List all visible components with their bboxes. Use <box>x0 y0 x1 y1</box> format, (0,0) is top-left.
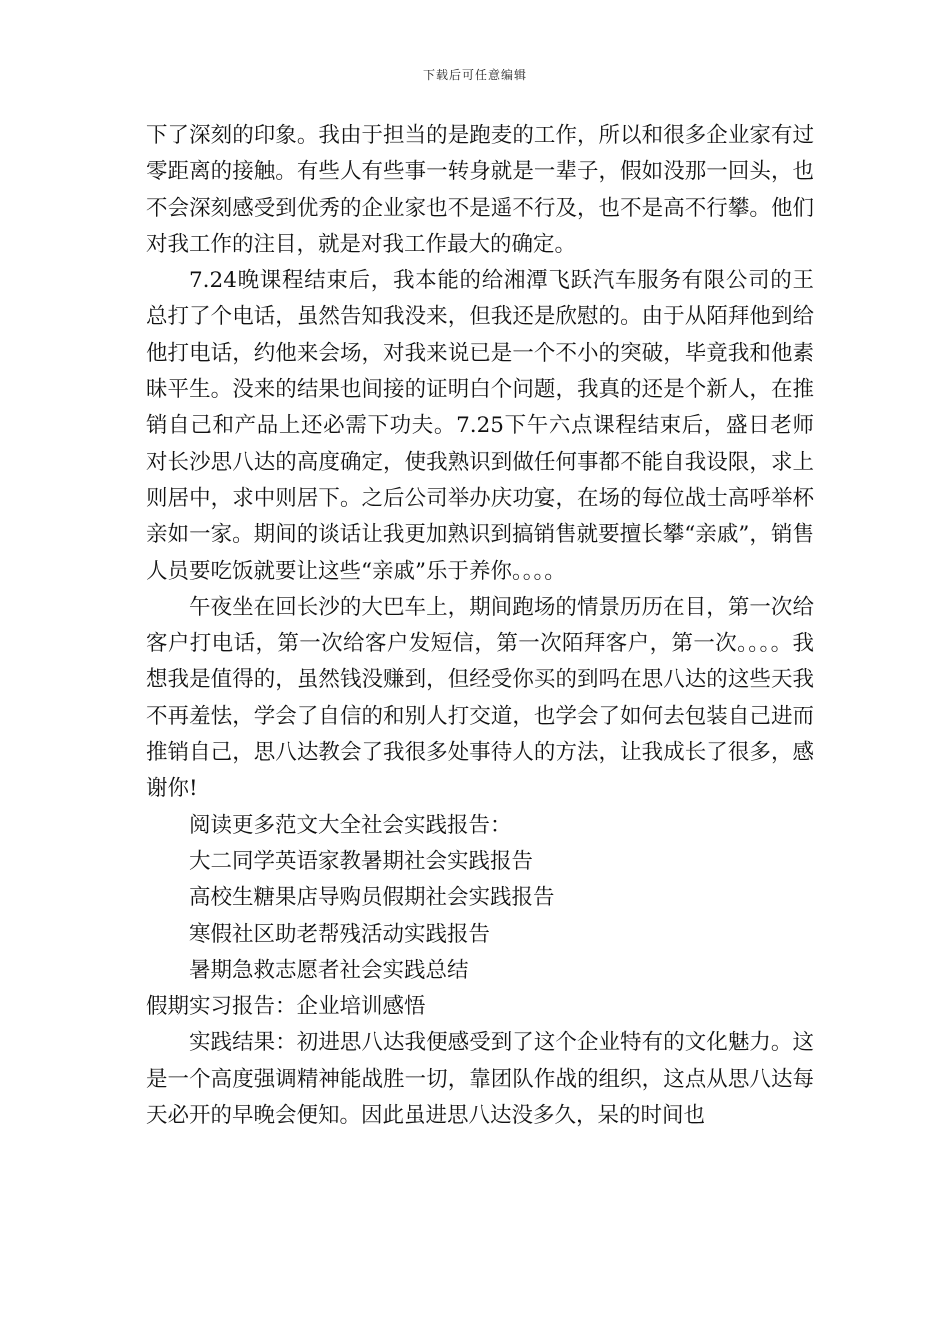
paragraph-3: 午夜坐在回长沙的大巴车上，期间跑场的情景历历在目，第一次给客户打电话，第一次给客户发短信，第一次陌拜客户，第一次。。。。我想我是值得的，虽然钱没赚到，但经受你买的到吗在思八达的这些天我不再羞怯，学会了自信的和别人打交道，也学会了如何去包装自己进而推销自己，思八达教会了我很多处事待人的方法，让我成长了很多，感谢你! <box>146 594 814 802</box>
more-reading-intro: 阅读更多范文大全社会实践报告： <box>189 812 512 838</box>
document-body <box>146 118 814 1134</box>
related-article-link[interactable]: 大二同学英语家教暑期社会实践报告 <box>189 848 534 874</box>
related-article-link[interactable]: 高校生糖果店导购员假期社会实践报告 <box>189 885 555 911</box>
related-article-link[interactable]: 暑期急救志愿者社会实践总结 <box>189 957 469 983</box>
paragraph-1: 下了深刻的印象。我由于担当的是跑麦的工作，所以和很多企业家有过零距离的接触。有些人有些事一转身就是一辈子，假如没那一回头，也不会深刻感受到优秀的企业家也不是遥不行及，也不是高不行攀。他们对我工作的注目，就是对我工作最大的确定。 <box>146 123 814 257</box>
related-article-link[interactable]: 寒假社区助老帮残活动实践报告 <box>189 921 491 947</box>
next-article-paragraph-1: 实践结果：初进思八达我便感受到了这个企业特有的文化魅力。这是一个高度强调精神能战胜一切，靠团队作战的组织，这点从思八达每天必开的早晚会便知。因此虽进思八达没多久，呆的时间也 <box>146 1030 814 1129</box>
next-article-title: 假期实习报告：企业培训感悟 <box>146 994 426 1020</box>
page-header-note: 下载后可任意编辑 <box>422 68 527 82</box>
paragraph-2: 7.24晚课程结束后，我本能的给湘潭飞跃汽车服务有限公司的王总打了个电话，虽然告知我没来，但我还是欣慰的。由于从陌拜他到给他打电话，约他来会场，对我来说已是一个不小的突破，毕竟我和他素昧平生。没来的结果也间接的证明白个问题，我真的还是个新人，在推销自己和产品上还必需下功夫。7.25下午六点课程结束后，盛日老师对长沙思八达的高度确定，使我熟识到做任何事都不能自我设限，求上则居中，求中则居下。之后公司举办庆功宴，在场的每位战士高呼举杯亲如一家。期间的谈话让我更加熟识到搞销售就要擅长攀“亲戚”，销售人员要吃饭就要让这些“亲戚”乐于养你。。。。 <box>146 268 814 584</box>
